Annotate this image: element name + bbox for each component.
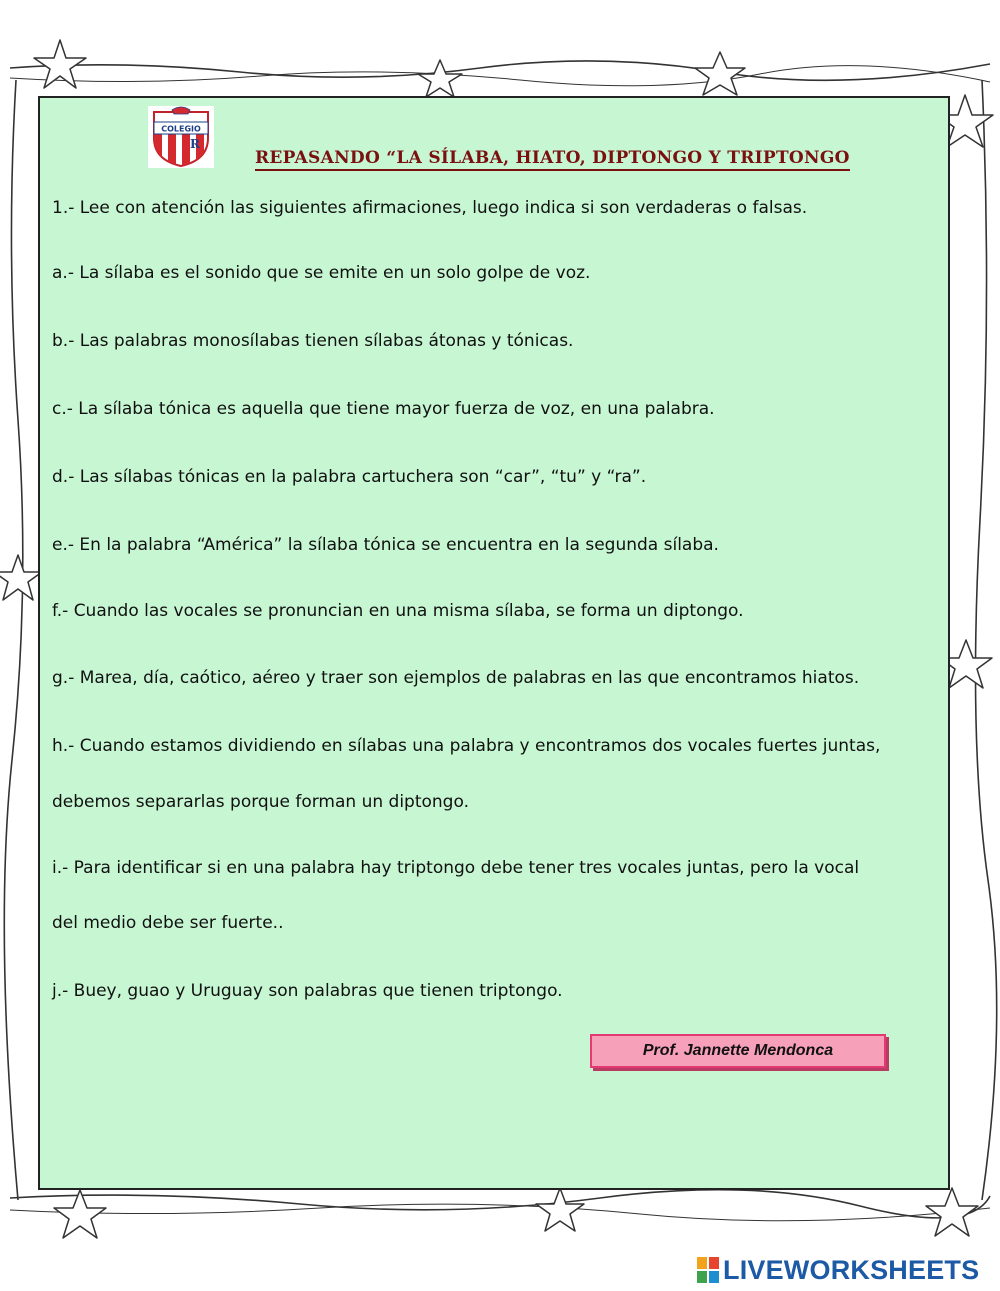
logo-text: COLEGIO xyxy=(161,124,201,134)
star-bottom-right xyxy=(926,1188,978,1236)
star-bottom-mid xyxy=(536,1188,584,1231)
statement-i-line2: del medio debe ser fuerte.. xyxy=(52,913,284,933)
statement-a: a.- La sílaba es el sonido que se emite en un solo golpe de voz. xyxy=(52,263,591,283)
liveworksheets-brand[interactable] xyxy=(697,1254,979,1286)
worksheet-sheet xyxy=(38,96,950,1190)
statement-j: j.- Buey, guao y Uruguay son palabras que tienen triptongo. xyxy=(52,981,563,1001)
teacher-signature: Prof. Jannette Mendonca xyxy=(642,1042,834,1059)
statement-c: c.- La sílaba tónica es aquella que tiene mayor fuerza de voz, en una palabra. xyxy=(52,399,715,419)
instruction-text: 1.- Lee con atención las siguientes afirmaciones, luego indica si son verdaderas o falsas. xyxy=(52,198,808,218)
statement-h-line1: h.- Cuando estamos dividiendo en sílabas una palabra y encontramos dos vocales fuertes juntas, xyxy=(52,736,881,756)
page-title: REPASANDO “LA SÍLABA, HIATO, DIPTONGO Y TRIPTONGO xyxy=(255,148,850,171)
statement-g: g.- Marea, día, caótico, aéreo y traer son ejemplos de palabras en las que encontramos hiatos. xyxy=(52,668,860,688)
star-left-1 xyxy=(0,555,42,600)
school-logo-icon xyxy=(148,106,214,168)
star-bottom-left xyxy=(54,1190,106,1238)
logo-letter: R xyxy=(190,137,200,151)
liveworksheets-logo-icon xyxy=(697,1257,719,1283)
brand-name: LIVEWORKSHEETS xyxy=(723,1254,980,1285)
statement-f: f.- Cuando las vocales se pronuncian en una misma sílaba, se forma un diptongo. xyxy=(52,601,744,621)
star-top-right xyxy=(695,52,745,95)
statement-e: e.- En la palabra “América” la sílaba tónica se encuentra en la segunda sílaba. xyxy=(52,535,719,555)
statement-d: d.- Las sílabas tónicas en la palabra cartuchera son “car”, “tu” y “ra”. xyxy=(52,467,647,487)
star-top-mid xyxy=(418,60,462,97)
statement-i-line1: i.- Para identificar si en una palabra hay triptongo debe tener tres vocales juntas, pero la vocal xyxy=(52,858,860,878)
statement-h-line2: debemos separarlas porque forman un diptongo. xyxy=(52,792,469,812)
statement-b: b.- Las palabras monosílabas tienen sílabas átonas y tónicas. xyxy=(52,331,574,351)
teacher-signature-box xyxy=(590,1034,886,1068)
